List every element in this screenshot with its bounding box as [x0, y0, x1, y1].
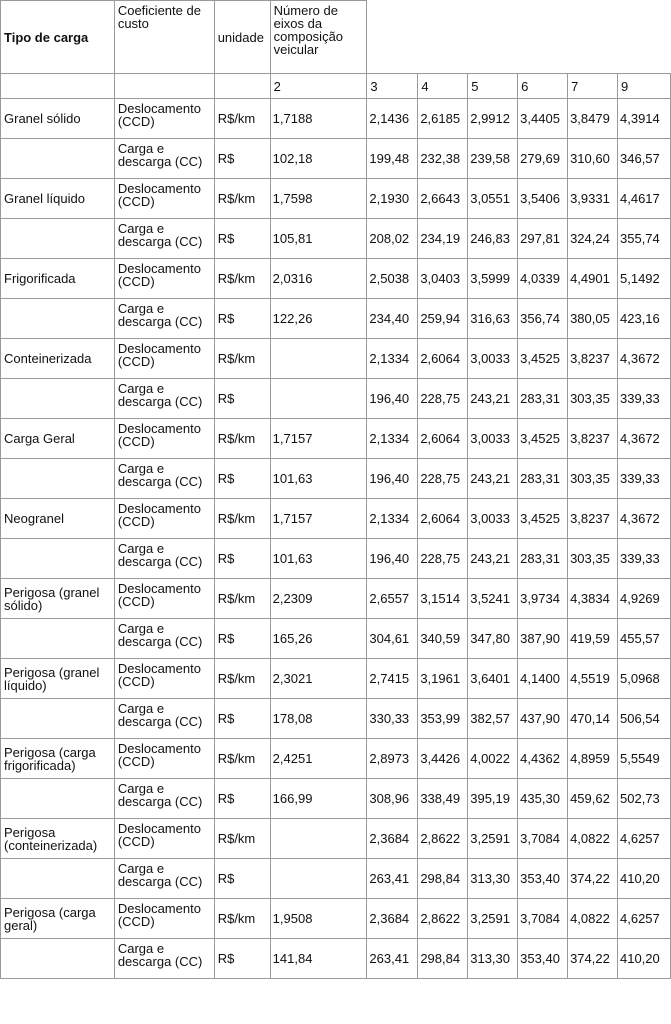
- cell-value-axle-6: 3,4405: [518, 99, 568, 139]
- cell-value-axle-2: [270, 819, 367, 859]
- cell-unidade: R$: [214, 379, 270, 419]
- cell-value-axle-4: 2,8622: [418, 819, 468, 859]
- cell-value-axle-9: 346,57: [618, 139, 671, 179]
- cell-coeficiente: Carga e descarga (CC): [114, 619, 214, 659]
- cell-value-axle-4: 338,49: [418, 779, 468, 819]
- cell-value-axle-3: 2,1436: [367, 99, 418, 139]
- cell-tipo-de-carga: Neogranel: [1, 499, 115, 539]
- cell-value-axle-7: 4,3834: [568, 579, 618, 619]
- cell-unidade: R$/km: [214, 739, 270, 779]
- cell-value-axle-3: 196,40: [367, 379, 418, 419]
- cell-value-axle-6: 3,4525: [518, 339, 568, 379]
- cell-value-axle-3: 330,33: [367, 699, 418, 739]
- cell-value-axle-9: 502,73: [618, 779, 671, 819]
- cell-tipo-de-carga: Perigosa (granel sólido): [1, 579, 115, 619]
- cell-unidade: R$: [214, 459, 270, 499]
- cell-value-axle-5: 4,0022: [468, 739, 518, 779]
- axle-row: [1, 74, 671, 99]
- cell-value-axle-7: 4,8959: [568, 739, 618, 779]
- axle-blank-3: [214, 74, 270, 99]
- cell-value-axle-5: 316,63: [468, 299, 518, 339]
- cell-value-axle-4: 298,84: [418, 859, 468, 899]
- cell-tipo-de-carga: [1, 379, 115, 419]
- table-row: [1, 859, 671, 899]
- cell-coeficiente: Deslocamento (CCD): [114, 819, 214, 859]
- header-blank: [367, 1, 671, 74]
- cell-unidade: R$: [214, 939, 270, 979]
- cell-value-axle-4: 228,75: [418, 379, 468, 419]
- cell-tipo-de-carga: Frigorificada: [1, 259, 115, 299]
- cell-coeficiente: Carga e descarga (CC): [114, 699, 214, 739]
- cell-tipo-de-carga: Perigosa (granel líquido): [1, 659, 115, 699]
- cell-value-axle-5: 395,19: [468, 779, 518, 819]
- cell-value-axle-4: 2,6064: [418, 499, 468, 539]
- cell-value-axle-6: 3,5406: [518, 179, 568, 219]
- cell-tipo-de-carga: Granel líquido: [1, 179, 115, 219]
- table-row: [1, 339, 671, 379]
- cell-value-axle-7: 374,22: [568, 859, 618, 899]
- cell-value-axle-6: 3,9734: [518, 579, 568, 619]
- cell-value-axle-2: 2,2309: [270, 579, 367, 619]
- table-row: [1, 619, 671, 659]
- cell-value-axle-4: 353,99: [418, 699, 468, 739]
- cell-value-axle-3: 2,6557: [367, 579, 418, 619]
- cell-value-axle-6: 353,40: [518, 859, 568, 899]
- cell-value-axle-2: [270, 379, 367, 419]
- cell-unidade: R$/km: [214, 179, 270, 219]
- cell-value-axle-4: 3,1961: [418, 659, 468, 699]
- cell-value-axle-2: 1,7598: [270, 179, 367, 219]
- cell-value-axle-7: 3,8479: [568, 99, 618, 139]
- cell-coeficiente: Carga e descarga (CC): [114, 859, 214, 899]
- cell-coeficiente: Deslocamento (CCD): [114, 579, 214, 619]
- cell-tipo-de-carga: Granel sólido: [1, 99, 115, 139]
- cell-value-axle-3: 263,41: [367, 859, 418, 899]
- cell-coeficiente: Carga e descarga (CC): [114, 939, 214, 979]
- cell-tipo-de-carga: Perigosa (carga geral): [1, 899, 115, 939]
- cell-value-axle-6: 387,90: [518, 619, 568, 659]
- cell-value-axle-3: 2,5038: [367, 259, 418, 299]
- cell-value-axle-7: 374,22: [568, 939, 618, 979]
- cell-value-axle-3: 2,3684: [367, 899, 418, 939]
- cell-value-axle-9: 4,3672: [618, 499, 671, 539]
- cell-value-axle-5: 3,0033: [468, 419, 518, 459]
- table-row: [1, 99, 671, 139]
- cell-value-axle-2: 1,9508: [270, 899, 367, 939]
- cell-value-axle-3: 2,8973: [367, 739, 418, 779]
- cell-value-axle-7: 3,8237: [568, 339, 618, 379]
- cell-value-axle-4: 3,4426: [418, 739, 468, 779]
- cell-value-axle-6: 283,31: [518, 379, 568, 419]
- cell-tipo-de-carga: [1, 859, 115, 899]
- cell-value-axle-6: 297,81: [518, 219, 568, 259]
- cell-value-axle-7: 419,59: [568, 619, 618, 659]
- cell-tipo-de-carga: [1, 539, 115, 579]
- cell-value-axle-2: 122,26: [270, 299, 367, 339]
- axle-7: 7: [568, 74, 618, 99]
- cell-value-axle-9: 5,1492: [618, 259, 671, 299]
- cell-value-axle-7: 303,35: [568, 379, 618, 419]
- cell-value-axle-9: 4,3914: [618, 99, 671, 139]
- axle-5: 5: [468, 74, 518, 99]
- cell-coeficiente: Carga e descarga (CC): [114, 379, 214, 419]
- cell-tipo-de-carga: Perigosa (conteinerizada): [1, 819, 115, 859]
- cell-value-axle-6: 4,0339: [518, 259, 568, 299]
- cell-value-axle-5: 313,30: [468, 939, 518, 979]
- table-row: [1, 779, 671, 819]
- cell-value-axle-6: 279,69: [518, 139, 568, 179]
- cell-value-axle-9: 455,57: [618, 619, 671, 659]
- cell-value-axle-9: 4,6257: [618, 899, 671, 939]
- cell-value-axle-3: 234,40: [367, 299, 418, 339]
- header-numero-eixos: Número de eixos da composição veicular: [270, 1, 367, 74]
- cell-value-axle-5: 243,21: [468, 539, 518, 579]
- axle-4: 4: [418, 74, 468, 99]
- cell-tipo-de-carga: [1, 939, 115, 979]
- cell-unidade: R$/km: [214, 339, 270, 379]
- cell-value-axle-2: 101,63: [270, 539, 367, 579]
- cell-unidade: R$/km: [214, 99, 270, 139]
- cell-value-axle-7: 4,0822: [568, 819, 618, 859]
- cell-value-axle-9: 4,6257: [618, 819, 671, 859]
- axle-blank-2: [114, 74, 214, 99]
- cell-unidade: R$: [214, 779, 270, 819]
- cell-unidade: R$: [214, 619, 270, 659]
- cell-value-axle-3: 199,48: [367, 139, 418, 179]
- cell-value-axle-9: 423,16: [618, 299, 671, 339]
- cell-tipo-de-carga: [1, 699, 115, 739]
- cell-value-axle-2: [270, 859, 367, 899]
- cell-value-axle-5: 313,30: [468, 859, 518, 899]
- cell-coeficiente: Carga e descarga (CC): [114, 219, 214, 259]
- cell-coeficiente: Deslocamento (CCD): [114, 419, 214, 459]
- cell-unidade: R$: [214, 299, 270, 339]
- cell-tipo-de-carga: [1, 219, 115, 259]
- table-row: [1, 379, 671, 419]
- cell-value-axle-4: 3,1514: [418, 579, 468, 619]
- table-row: [1, 819, 671, 859]
- table-row: [1, 739, 671, 779]
- cell-value-axle-2: 1,7157: [270, 419, 367, 459]
- cell-value-axle-4: 232,38: [418, 139, 468, 179]
- cell-value-axle-9: 4,3672: [618, 339, 671, 379]
- cell-tipo-de-carga: [1, 779, 115, 819]
- cell-value-axle-7: 3,9331: [568, 179, 618, 219]
- cell-value-axle-6: 356,74: [518, 299, 568, 339]
- cell-value-axle-3: 208,02: [367, 219, 418, 259]
- cell-coeficiente: Carga e descarga (CC): [114, 459, 214, 499]
- cell-value-axle-3: 2,1334: [367, 339, 418, 379]
- cell-coeficiente: Carga e descarga (CC): [114, 539, 214, 579]
- table-row: [1, 139, 671, 179]
- table-row: [1, 699, 671, 739]
- cell-value-axle-2: 2,0316: [270, 259, 367, 299]
- cell-coeficiente: Deslocamento (CCD): [114, 499, 214, 539]
- cell-value-axle-2: 101,63: [270, 459, 367, 499]
- cell-value-axle-2: 1,7188: [270, 99, 367, 139]
- cell-value-axle-3: 2,3684: [367, 819, 418, 859]
- cell-value-axle-7: 324,24: [568, 219, 618, 259]
- cell-value-axle-5: 3,6401: [468, 659, 518, 699]
- cell-value-axle-3: 308,96: [367, 779, 418, 819]
- cell-coeficiente: Carga e descarga (CC): [114, 299, 214, 339]
- header-tipo-de-carga: Tipo de carga: [1, 1, 115, 74]
- cell-value-axle-7: 4,4901: [568, 259, 618, 299]
- axle-2: 2: [270, 74, 367, 99]
- cell-value-axle-5: 243,21: [468, 459, 518, 499]
- cell-value-axle-9: 410,20: [618, 939, 671, 979]
- cell-unidade: R$/km: [214, 819, 270, 859]
- cell-value-axle-7: 4,0822: [568, 899, 618, 939]
- cell-value-axle-7: 459,62: [568, 779, 618, 819]
- cell-value-axle-4: 2,6185: [418, 99, 468, 139]
- table-row: [1, 499, 671, 539]
- cell-value-axle-5: 3,5999: [468, 259, 518, 299]
- cell-value-axle-6: 3,7084: [518, 899, 568, 939]
- cell-value-axle-2: [270, 339, 367, 379]
- cell-value-axle-6: 3,4525: [518, 419, 568, 459]
- cell-value-axle-3: 2,1334: [367, 419, 418, 459]
- cell-value-axle-4: 3,0403: [418, 259, 468, 299]
- cell-value-axle-3: 2,7415: [367, 659, 418, 699]
- cell-value-axle-5: 347,80: [468, 619, 518, 659]
- cell-unidade: R$: [214, 859, 270, 899]
- cell-value-axle-5: 3,2591: [468, 819, 518, 859]
- cell-value-axle-3: 196,40: [367, 459, 418, 499]
- table-body: [1, 99, 671, 979]
- cell-value-axle-4: 2,6064: [418, 419, 468, 459]
- cell-unidade: R$: [214, 219, 270, 259]
- cell-value-axle-2: 102,18: [270, 139, 367, 179]
- table-row: [1, 459, 671, 499]
- cell-value-axle-5: 3,0033: [468, 339, 518, 379]
- cell-value-axle-4: 234,19: [418, 219, 468, 259]
- cell-value-axle-4: 228,75: [418, 539, 468, 579]
- cell-value-axle-5: 2,9912: [468, 99, 518, 139]
- cell-value-axle-9: 5,0968: [618, 659, 671, 699]
- cell-value-axle-6: 435,30: [518, 779, 568, 819]
- cell-tipo-de-carga: Carga Geral: [1, 419, 115, 459]
- cell-value-axle-9: 4,4617: [618, 179, 671, 219]
- cell-unidade: R$/km: [214, 419, 270, 459]
- cell-value-axle-9: 506,54: [618, 699, 671, 739]
- header-coeficiente: Coeficiente de custo: [114, 1, 214, 74]
- cell-unidade: R$/km: [214, 899, 270, 939]
- cell-value-axle-2: 165,26: [270, 619, 367, 659]
- cell-coeficiente: Carga e descarga (CC): [114, 139, 214, 179]
- cell-value-axle-9: 355,74: [618, 219, 671, 259]
- cell-tipo-de-carga: Perigosa (carga frigorificada): [1, 739, 115, 779]
- cell-value-axle-4: 228,75: [418, 459, 468, 499]
- cell-value-axle-9: 4,3672: [618, 419, 671, 459]
- cell-tipo-de-carga: Conteinerizada: [1, 339, 115, 379]
- cell-coeficiente: Carga e descarga (CC): [114, 779, 214, 819]
- cell-coeficiente: Deslocamento (CCD): [114, 259, 214, 299]
- axle-3: 3: [367, 74, 418, 99]
- header-unidade: unidade: [214, 1, 270, 74]
- cell-value-axle-4: 259,94: [418, 299, 468, 339]
- axle-6: 6: [518, 74, 568, 99]
- cell-value-axle-4: 2,6064: [418, 339, 468, 379]
- table-row: [1, 259, 671, 299]
- table-row: [1, 939, 671, 979]
- table-row: [1, 219, 671, 259]
- cell-value-axle-9: 339,33: [618, 539, 671, 579]
- cell-value-axle-6: 353,40: [518, 939, 568, 979]
- cell-value-axle-5: 239,58: [468, 139, 518, 179]
- cell-value-axle-5: 246,83: [468, 219, 518, 259]
- cell-value-axle-6: 4,4362: [518, 739, 568, 779]
- cell-value-axle-5: 3,0033: [468, 499, 518, 539]
- cell-value-axle-9: 4,9269: [618, 579, 671, 619]
- table-row: [1, 539, 671, 579]
- table-row: [1, 579, 671, 619]
- table-row: [1, 899, 671, 939]
- cell-value-axle-7: 303,35: [568, 539, 618, 579]
- cell-value-axle-6: 4,1400: [518, 659, 568, 699]
- cell-value-axle-2: 1,7157: [270, 499, 367, 539]
- cell-value-axle-7: 4,5519: [568, 659, 618, 699]
- cell-value-axle-5: 3,2591: [468, 899, 518, 939]
- table-row: [1, 659, 671, 699]
- cell-coeficiente: Deslocamento (CCD): [114, 99, 214, 139]
- cell-value-axle-2: 105,81: [270, 219, 367, 259]
- cell-value-axle-3: 263,41: [367, 939, 418, 979]
- cell-coeficiente: Deslocamento (CCD): [114, 179, 214, 219]
- table-row: [1, 179, 671, 219]
- cell-value-axle-6: 437,90: [518, 699, 568, 739]
- cell-unidade: R$/km: [214, 579, 270, 619]
- cell-value-axle-3: 196,40: [367, 539, 418, 579]
- cell-tipo-de-carga: [1, 139, 115, 179]
- cell-unidade: R$/km: [214, 259, 270, 299]
- header-row: [1, 1, 671, 74]
- cell-value-axle-9: 339,33: [618, 379, 671, 419]
- cell-unidade: R$: [214, 699, 270, 739]
- cell-unidade: R$/km: [214, 499, 270, 539]
- cell-value-axle-4: 298,84: [418, 939, 468, 979]
- cell-value-axle-6: 3,7084: [518, 819, 568, 859]
- cell-value-axle-9: 410,20: [618, 859, 671, 899]
- cell-value-axle-7: 3,8237: [568, 419, 618, 459]
- cell-value-axle-7: 470,14: [568, 699, 618, 739]
- cell-value-axle-2: 178,08: [270, 699, 367, 739]
- cell-value-axle-2: 2,4251: [270, 739, 367, 779]
- axle-blank-1: [1, 74, 115, 99]
- cell-value-axle-4: 340,59: [418, 619, 468, 659]
- cell-coeficiente: Deslocamento (CCD): [114, 899, 214, 939]
- cell-tipo-de-carga: [1, 459, 115, 499]
- cell-value-axle-4: 2,8622: [418, 899, 468, 939]
- cell-coeficiente: Deslocamento (CCD): [114, 339, 214, 379]
- cell-value-axle-6: 3,4525: [518, 499, 568, 539]
- table-row: [1, 299, 671, 339]
- cell-value-axle-3: 2,1334: [367, 499, 418, 539]
- cell-value-axle-2: 2,3021: [270, 659, 367, 699]
- cell-value-axle-2: 141,84: [270, 939, 367, 979]
- cell-tipo-de-carga: [1, 619, 115, 659]
- cell-value-axle-5: 3,5241: [468, 579, 518, 619]
- cell-value-axle-7: 3,8237: [568, 499, 618, 539]
- cell-tipo-de-carga: [1, 299, 115, 339]
- cell-coeficiente: Deslocamento (CCD): [114, 659, 214, 699]
- cell-value-axle-5: 3,0551: [468, 179, 518, 219]
- cell-value-axle-7: 303,35: [568, 459, 618, 499]
- table-row: [1, 419, 671, 459]
- cell-value-axle-3: 304,61: [367, 619, 418, 659]
- axle-9: 9: [618, 74, 671, 99]
- cell-unidade: R$: [214, 139, 270, 179]
- cell-value-axle-9: 5,5549: [618, 739, 671, 779]
- cell-value-axle-9: 339,33: [618, 459, 671, 499]
- cell-value-axle-4: 2,6643: [418, 179, 468, 219]
- cell-value-axle-5: 243,21: [468, 379, 518, 419]
- cell-value-axle-5: 382,57: [468, 699, 518, 739]
- cell-unidade: R$: [214, 539, 270, 579]
- cell-coeficiente: Deslocamento (CCD): [114, 739, 214, 779]
- cell-value-axle-7: 380,05: [568, 299, 618, 339]
- cell-value-axle-7: 310,60: [568, 139, 618, 179]
- cell-value-axle-2: 166,99: [270, 779, 367, 819]
- cell-value-axle-6: 283,31: [518, 539, 568, 579]
- cell-value-axle-3: 2,1930: [367, 179, 418, 219]
- cell-value-axle-6: 283,31: [518, 459, 568, 499]
- cell-unidade: R$/km: [214, 659, 270, 699]
